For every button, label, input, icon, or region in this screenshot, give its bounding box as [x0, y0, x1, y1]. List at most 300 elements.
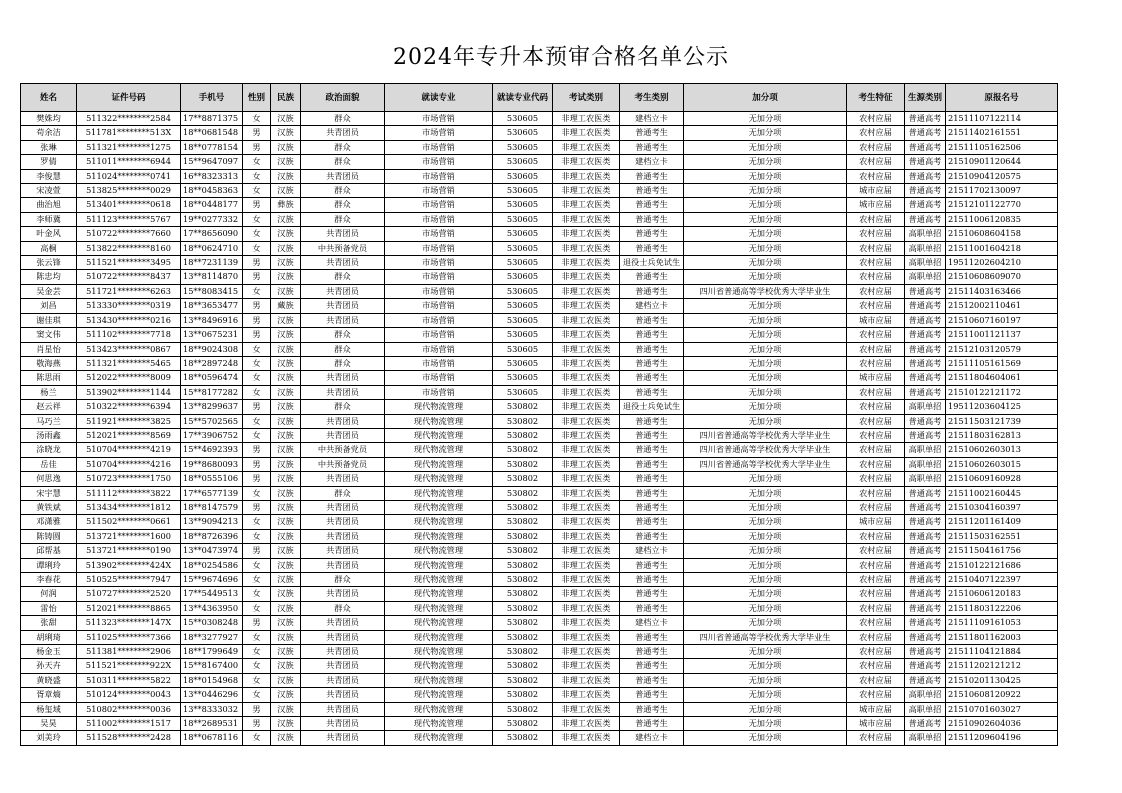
- table-row: [21, 400, 1058, 414]
- cell-ethnicity: 汉族: [271, 227, 301, 241]
- cell-bonus-item: 四川省普通高等学校优秀大学毕业生: [684, 457, 847, 471]
- cell-political-status: 共青团员: [301, 428, 385, 442]
- cell-major: 现代物流管理: [385, 428, 493, 442]
- cell-exam-category: 非理工农医类: [553, 457, 620, 471]
- cell-political-status: 群众: [301, 184, 385, 198]
- cell-major-code: 530802: [493, 400, 553, 414]
- cell-exam-category: 非理工农医类: [553, 645, 620, 659]
- cell-phone: 19**0277332: [181, 212, 243, 226]
- cell-ethnicity: 汉族: [271, 472, 301, 486]
- cell-original-reg-number: 21510701603027: [946, 702, 1058, 716]
- cell-id-number: 510704********4219: [77, 443, 181, 457]
- cell-phone: 18**8726396: [181, 529, 243, 543]
- cell-source-category: 普通高考: [905, 155, 946, 169]
- cell-major: 现代物流管理: [385, 500, 493, 514]
- table-row: [21, 645, 1058, 659]
- cell-phone: 15**8167400: [181, 659, 243, 673]
- cell-name: 李春花: [21, 573, 77, 587]
- cell-gender: 女: [243, 385, 271, 399]
- cell-phone: 17**3906752: [181, 428, 243, 442]
- cell-phone: 17**5449513: [181, 587, 243, 601]
- header-major: 就读专业: [385, 84, 493, 112]
- cell-original-reg-number: 21511202121212: [946, 659, 1058, 673]
- cell-source-category: 普通高考: [905, 328, 946, 342]
- cell-major-code: 530802: [493, 457, 553, 471]
- page-title: 2024年专升本预审合格名单公示: [393, 45, 729, 70]
- cell-candidate-feature: 农村应届: [847, 529, 905, 543]
- cell-candidate-feature: 农村应届: [847, 299, 905, 313]
- cell-candidate-category: 普通考生: [620, 558, 684, 572]
- cell-exam-category: 非理工农医类: [553, 659, 620, 673]
- cell-gender: 男: [243, 198, 271, 212]
- cell-exam-category: 非理工农医类: [553, 371, 620, 385]
- cell-major: 现代物流管理: [385, 400, 493, 414]
- cell-candidate-category: 普通考生: [620, 630, 684, 644]
- cell-name: 黄铁斌: [21, 500, 77, 514]
- cell-major-code: 530605: [493, 126, 553, 140]
- cell-original-reg-number: 21511105162506: [946, 140, 1058, 154]
- cell-candidate-feature: 农村应届: [847, 601, 905, 615]
- cell-political-status: 共青团员: [301, 414, 385, 428]
- cell-name: 苟余洁: [21, 126, 77, 140]
- cell-ethnicity: 汉族: [271, 212, 301, 226]
- cell-exam-category: 非理工农医类: [553, 184, 620, 198]
- cell-candidate-category: 建档立卡: [620, 731, 684, 745]
- cell-major-code: 530802: [493, 443, 553, 457]
- table-row: [21, 428, 1058, 442]
- cell-bonus-item: 无加分项: [684, 702, 847, 716]
- cell-source-category: 普通高考: [905, 184, 946, 198]
- cell-original-reg-number: 21511109161053: [946, 616, 1058, 630]
- cell-source-category: 普通高考: [905, 140, 946, 154]
- cell-bonus-item: 无加分项: [684, 256, 847, 270]
- table-row: [21, 558, 1058, 572]
- table-row: [21, 184, 1058, 198]
- cell-major: 现代物流管理: [385, 587, 493, 601]
- cell-candidate-category: 普通考生: [620, 457, 684, 471]
- cell-exam-category: 非理工农医类: [553, 428, 620, 442]
- cell-ethnicity: 汉族: [271, 659, 301, 673]
- table-row: [21, 385, 1058, 399]
- cell-phone: 13**8299637: [181, 400, 243, 414]
- cell-name: 张琳: [21, 140, 77, 154]
- cell-source-category: 普通高考: [905, 299, 946, 313]
- cell-candidate-feature: 农村应届: [847, 587, 905, 601]
- cell-phone: 18**0624710: [181, 241, 243, 255]
- cell-source-category: 普通高考: [905, 544, 946, 558]
- cell-phone: 18**3277927: [181, 630, 243, 644]
- cell-candidate-category: 普通考生: [620, 443, 684, 457]
- cell-major-code: 530802: [493, 573, 553, 587]
- cell-candidate-category: 普通考生: [620, 486, 684, 500]
- cell-ethnicity: 汉族: [271, 486, 301, 500]
- cell-exam-category: 非理工农医类: [553, 443, 620, 457]
- cell-source-category: 普通高考: [905, 659, 946, 673]
- cell-candidate-feature: 农村应届: [847, 256, 905, 270]
- cell-exam-category: 非理工农医类: [553, 731, 620, 745]
- cell-candidate-feature: 农村应届: [847, 573, 905, 587]
- cell-bonus-item: 无加分项: [684, 270, 847, 284]
- cell-candidate-feature: 城市应届: [847, 717, 905, 731]
- cell-phone: 18**0458363: [181, 184, 243, 198]
- cell-gender: 男: [243, 328, 271, 342]
- cell-candidate-feature: 农村应届: [847, 169, 905, 183]
- cell-id-number: 513434********1812: [77, 500, 181, 514]
- cell-major-code: 530802: [493, 659, 553, 673]
- cell-source-category: 普通高考: [905, 558, 946, 572]
- cell-source-category: 高职单招: [905, 702, 946, 716]
- cell-political-status: 共青团员: [301, 630, 385, 644]
- cell-gender: 男: [243, 299, 271, 313]
- cell-id-number: 510723********1750: [77, 472, 181, 486]
- cell-exam-category: 非理工农医类: [553, 673, 620, 687]
- cell-original-reg-number: 21511107122114: [946, 112, 1058, 126]
- cell-phone: 18**0778154: [181, 140, 243, 154]
- cell-source-category: 高职单招: [905, 457, 946, 471]
- cell-phone: 15**8177282: [181, 385, 243, 399]
- header-exam-category: 考试类别: [553, 84, 620, 112]
- table-row: [21, 616, 1058, 630]
- cell-bonus-item: 无加分项: [684, 659, 847, 673]
- cell-original-reg-number: 21511804604061: [946, 371, 1058, 385]
- cell-major: 市场营销: [385, 299, 493, 313]
- cell-source-category: 普通高考: [905, 385, 946, 399]
- cell-phone: 18**2689531: [181, 717, 243, 731]
- cell-phone: 15**9674696: [181, 573, 243, 587]
- cell-bonus-item: 无加分项: [684, 400, 847, 414]
- cell-major-code: 530802: [493, 673, 553, 687]
- cell-exam-category: 非理工农医类: [553, 702, 620, 716]
- cell-ethnicity: 汉族: [271, 241, 301, 255]
- cell-original-reg-number: 21511201161409: [946, 515, 1058, 529]
- cell-name: 邓潇雅: [21, 515, 77, 529]
- cell-ethnicity: 汉族: [271, 630, 301, 644]
- cell-major: 现代物流管理: [385, 630, 493, 644]
- cell-id-number: 513423********0867: [77, 342, 181, 356]
- cell-original-reg-number: 21510904120575: [946, 169, 1058, 183]
- cell-bonus-item: 无加分项: [684, 198, 847, 212]
- cell-id-number: 513721********1600: [77, 529, 181, 543]
- cell-major: 现代物流管理: [385, 558, 493, 572]
- cell-name: 何润: [21, 587, 77, 601]
- cell-id-number: 511321********1275: [77, 140, 181, 154]
- cell-political-status: 中共预备党员: [301, 443, 385, 457]
- cell-ethnicity: 汉族: [271, 601, 301, 615]
- cell-exam-category: 非理工农医类: [553, 544, 620, 558]
- cell-candidate-feature: 农村应届: [847, 227, 905, 241]
- cell-candidate-feature: 农村应届: [847, 241, 905, 255]
- cell-major: 市场营销: [385, 212, 493, 226]
- cell-exam-category: 非理工农医类: [553, 328, 620, 342]
- cell-exam-category: 非理工农医类: [553, 385, 620, 399]
- cell-source-category: 普通高考: [905, 313, 946, 327]
- cell-name: 黄晓盛: [21, 673, 77, 687]
- cell-original-reg-number: 21511209604196: [946, 731, 1058, 745]
- table-row: [21, 457, 1058, 471]
- cell-source-category: 普通高考: [905, 356, 946, 370]
- cell-ethnicity: 汉族: [271, 428, 301, 442]
- cell-exam-category: 非理工农医类: [553, 126, 620, 140]
- cell-exam-category: 非理工农医类: [553, 284, 620, 298]
- cell-candidate-category: 普通考生: [620, 472, 684, 486]
- cell-ethnicity: 汉族: [271, 457, 301, 471]
- cell-name: 谭琍玲: [21, 558, 77, 572]
- cell-phone: 18**0678116: [181, 731, 243, 745]
- cell-candidate-feature: 农村应届: [847, 673, 905, 687]
- cell-name: 马巧兰: [21, 414, 77, 428]
- cell-bonus-item: 无加分项: [684, 299, 847, 313]
- cell-candidate-category: 普通考生: [620, 313, 684, 327]
- cell-candidate-category: 普通考生: [620, 659, 684, 673]
- cell-political-status: 群众: [301, 601, 385, 615]
- cell-political-status: 共青团员: [301, 169, 385, 183]
- cell-political-status: 共青团员: [301, 731, 385, 745]
- cell-major: 现代物流管理: [385, 688, 493, 702]
- cell-candidate-category: 普通考生: [620, 126, 684, 140]
- cell-major: 现代物流管理: [385, 673, 493, 687]
- cell-major: 现代物流管理: [385, 457, 493, 471]
- cell-original-reg-number: 19511203604125: [946, 400, 1058, 414]
- cell-original-reg-number: 21510608120922: [946, 688, 1058, 702]
- cell-source-category: 高职单招: [905, 731, 946, 745]
- cell-bonus-item: 无加分项: [684, 717, 847, 731]
- cell-original-reg-number: 21511504161756: [946, 544, 1058, 558]
- cell-major: 市场营销: [385, 112, 493, 126]
- cell-phone: 18**0681548: [181, 126, 243, 140]
- cell-major-code: 530605: [493, 212, 553, 226]
- cell-gender: 男: [243, 544, 271, 558]
- cell-name: 宋宇慧: [21, 486, 77, 500]
- cell-id-number: 511521********3495: [77, 256, 181, 270]
- cell-political-status: 群众: [301, 342, 385, 356]
- cell-bonus-item: 无加分项: [684, 529, 847, 543]
- cell-original-reg-number: 21511402161551: [946, 126, 1058, 140]
- cell-gender: 男: [243, 702, 271, 716]
- cell-gender: 女: [243, 645, 271, 659]
- table-row: [21, 212, 1058, 226]
- cell-major: 市场营销: [385, 270, 493, 284]
- cell-source-category: 高职单招: [905, 270, 946, 284]
- cell-original-reg-number: 21512101122770: [946, 198, 1058, 212]
- cell-bonus-item: 四川省普通高等学校优秀大学毕业生: [684, 428, 847, 442]
- cell-original-reg-number: 21510122121172: [946, 385, 1058, 399]
- cell-name: 肖星怡: [21, 342, 77, 356]
- cell-id-number: 511102********7718: [77, 328, 181, 342]
- cell-exam-category: 非理工农医类: [553, 616, 620, 630]
- cell-major-code: 530802: [493, 472, 553, 486]
- cell-candidate-feature: 农村应届: [847, 486, 905, 500]
- cell-bonus-item: 无加分项: [684, 126, 847, 140]
- cell-original-reg-number: 21510609160928: [946, 472, 1058, 486]
- cell-name: 杨金玉: [21, 645, 77, 659]
- table-row: [21, 688, 1058, 702]
- cell-gender: 女: [243, 558, 271, 572]
- cell-candidate-category: 建档立卡: [620, 544, 684, 558]
- cell-candidate-feature: 农村应届: [847, 457, 905, 471]
- cell-bonus-item: 无加分项: [684, 731, 847, 745]
- cell-political-status: 共青团员: [301, 472, 385, 486]
- header-id-number: 证件号码: [77, 84, 181, 112]
- table-row: [21, 573, 1058, 587]
- cell-political-status: 共青团员: [301, 659, 385, 673]
- cell-phone: 19**8680093: [181, 457, 243, 471]
- cell-phone: 13**8333032: [181, 702, 243, 716]
- cell-ethnicity: 汉族: [271, 356, 301, 370]
- cell-political-status: 群众: [301, 573, 385, 587]
- cell-major-code: 530802: [493, 486, 553, 500]
- cell-candidate-feature: 城市应届: [847, 184, 905, 198]
- cell-political-status: 群众: [301, 198, 385, 212]
- cell-major-code: 530802: [493, 500, 553, 514]
- cell-source-category: 普通高考: [905, 601, 946, 615]
- cell-original-reg-number: 21510901120644: [946, 155, 1058, 169]
- cell-candidate-category: 普通考生: [620, 717, 684, 731]
- table-row: [21, 198, 1058, 212]
- cell-id-number: 511321********5465: [77, 356, 181, 370]
- cell-original-reg-number: 21510608609070: [946, 270, 1058, 284]
- cell-major: 市场营销: [385, 256, 493, 270]
- cell-major-code: 530605: [493, 112, 553, 126]
- cell-major-code: 530605: [493, 155, 553, 169]
- cell-candidate-category: 普通考生: [620, 169, 684, 183]
- cell-major-code: 530802: [493, 731, 553, 745]
- cell-major-code: 530605: [493, 299, 553, 313]
- cell-exam-category: 非理工农医类: [553, 515, 620, 529]
- cell-candidate-category: 普通考生: [620, 573, 684, 587]
- cell-ethnicity: 汉族: [271, 673, 301, 687]
- cell-candidate-category: 普通考生: [620, 284, 684, 298]
- cell-major: 现代物流管理: [385, 529, 493, 543]
- cell-candidate-category: 普通考生: [620, 184, 684, 198]
- cell-original-reg-number: 21511803122206: [946, 601, 1058, 615]
- cell-political-status: 共青团员: [301, 313, 385, 327]
- cell-name: 李师冀: [21, 212, 77, 226]
- cell-name: 李俊慧: [21, 169, 77, 183]
- cell-original-reg-number: 21511803162813: [946, 428, 1058, 442]
- cell-bonus-item: 无加分项: [684, 241, 847, 255]
- cell-name: 雷怡: [21, 601, 77, 615]
- cell-political-status: 群众: [301, 155, 385, 169]
- cell-exam-category: 非理工农医类: [553, 112, 620, 126]
- cell-ethnicity: 汉族: [271, 385, 301, 399]
- header-political-status: 政治面貌: [301, 84, 385, 112]
- cell-ethnicity: 汉族: [271, 400, 301, 414]
- cell-candidate-feature: 农村应届: [847, 414, 905, 428]
- cell-gender: 女: [243, 371, 271, 385]
- cell-ethnicity: 汉族: [271, 731, 301, 745]
- header-original-reg-number: 原报名号: [946, 84, 1058, 112]
- cell-political-status: 共青团员: [301, 371, 385, 385]
- cell-id-number: 511024********0741: [77, 169, 181, 183]
- cell-original-reg-number: 21510608604158: [946, 227, 1058, 241]
- cell-id-number: 512021********8865: [77, 601, 181, 615]
- cell-name: 汤雨鑫: [21, 428, 77, 442]
- cell-id-number: 510722********7660: [77, 227, 181, 241]
- cell-political-status: 共青团员: [301, 284, 385, 298]
- cell-major: 现代物流管理: [385, 659, 493, 673]
- cell-bonus-item: 无加分项: [684, 601, 847, 615]
- cell-phone: 13**0473974: [181, 544, 243, 558]
- cell-major: 市场营销: [385, 385, 493, 399]
- table-row: [21, 241, 1058, 255]
- cell-ethnicity: 汉族: [271, 371, 301, 385]
- cell-major-code: 530605: [493, 140, 553, 154]
- cell-bonus-item: 无加分项: [684, 140, 847, 154]
- cell-source-category: 普通高考: [905, 126, 946, 140]
- cell-exam-category: 非理工农医类: [553, 587, 620, 601]
- cell-name: 吴昊: [21, 717, 77, 731]
- cell-bonus-item: 无加分项: [684, 500, 847, 514]
- cell-id-number: 511112********3822: [77, 486, 181, 500]
- cell-id-number: 510802********0036: [77, 702, 181, 716]
- table-row: [21, 227, 1058, 241]
- cell-major: 市场营销: [385, 155, 493, 169]
- cell-source-category: 普通高考: [905, 212, 946, 226]
- cell-candidate-category: 建档立卡: [620, 616, 684, 630]
- cell-source-category: 普通高考: [905, 573, 946, 587]
- cell-candidate-feature: 城市应届: [847, 702, 905, 716]
- cell-political-status: 共青团员: [301, 558, 385, 572]
- cell-source-category: 高职单招: [905, 688, 946, 702]
- cell-phone: 18**0555106: [181, 472, 243, 486]
- cell-candidate-category: 普通考生: [620, 428, 684, 442]
- cell-candidate-feature: 农村应届: [847, 443, 905, 457]
- cell-major: 现代物流管理: [385, 702, 493, 716]
- cell-bonus-item: 无加分项: [684, 688, 847, 702]
- cell-name: 陈铸圆: [21, 529, 77, 543]
- cell-major-code: 530605: [493, 328, 553, 342]
- cell-id-number: 510322********6394: [77, 400, 181, 414]
- cell-ethnicity: 汉族: [271, 414, 301, 428]
- cell-candidate-feature: 农村应届: [847, 400, 905, 414]
- cell-id-number: 510124********0043: [77, 688, 181, 702]
- cell-major-code: 530605: [493, 256, 553, 270]
- cell-candidate-category: 普通考生: [620, 529, 684, 543]
- cell-gender: 男: [243, 126, 271, 140]
- cell-gender: 女: [243, 486, 271, 500]
- cell-source-category: 普通高考: [905, 371, 946, 385]
- cell-exam-category: 非理工农医类: [553, 717, 620, 731]
- cell-candidate-feature: 农村应届: [847, 126, 905, 140]
- cell-candidate-feature: 农村应届: [847, 155, 905, 169]
- cell-gender: 男: [243, 500, 271, 514]
- cell-bonus-item: 无加分项: [684, 573, 847, 587]
- cell-major: 市场营销: [385, 342, 493, 356]
- cell-gender: 女: [243, 587, 271, 601]
- table-row: [21, 342, 1058, 356]
- cell-name: 杨玺域: [21, 702, 77, 716]
- cell-name: 叶金风: [21, 227, 77, 241]
- cell-bonus-item: 四川省普通高等学校优秀大学毕业生: [684, 630, 847, 644]
- table-row: [21, 630, 1058, 644]
- cell-political-status: 群众: [301, 140, 385, 154]
- cell-phone: 18**0448177: [181, 198, 243, 212]
- cell-political-status: 共青团员: [301, 645, 385, 659]
- cell-gender: 女: [243, 601, 271, 615]
- cell-bonus-item: 无加分项: [684, 616, 847, 630]
- cell-source-category: 普通高考: [905, 515, 946, 529]
- table-row: [21, 126, 1058, 140]
- cell-major: 现代物流管理: [385, 731, 493, 745]
- cell-major-code: 530802: [493, 587, 553, 601]
- cell-major: 现代物流管理: [385, 616, 493, 630]
- cell-political-status: 群众: [301, 212, 385, 226]
- cell-phone: 18**1799649: [181, 645, 243, 659]
- cell-gender: 女: [243, 155, 271, 169]
- cell-source-category: 普通高考: [905, 587, 946, 601]
- cell-name: 孙天卉: [21, 659, 77, 673]
- cell-gender: 女: [243, 414, 271, 428]
